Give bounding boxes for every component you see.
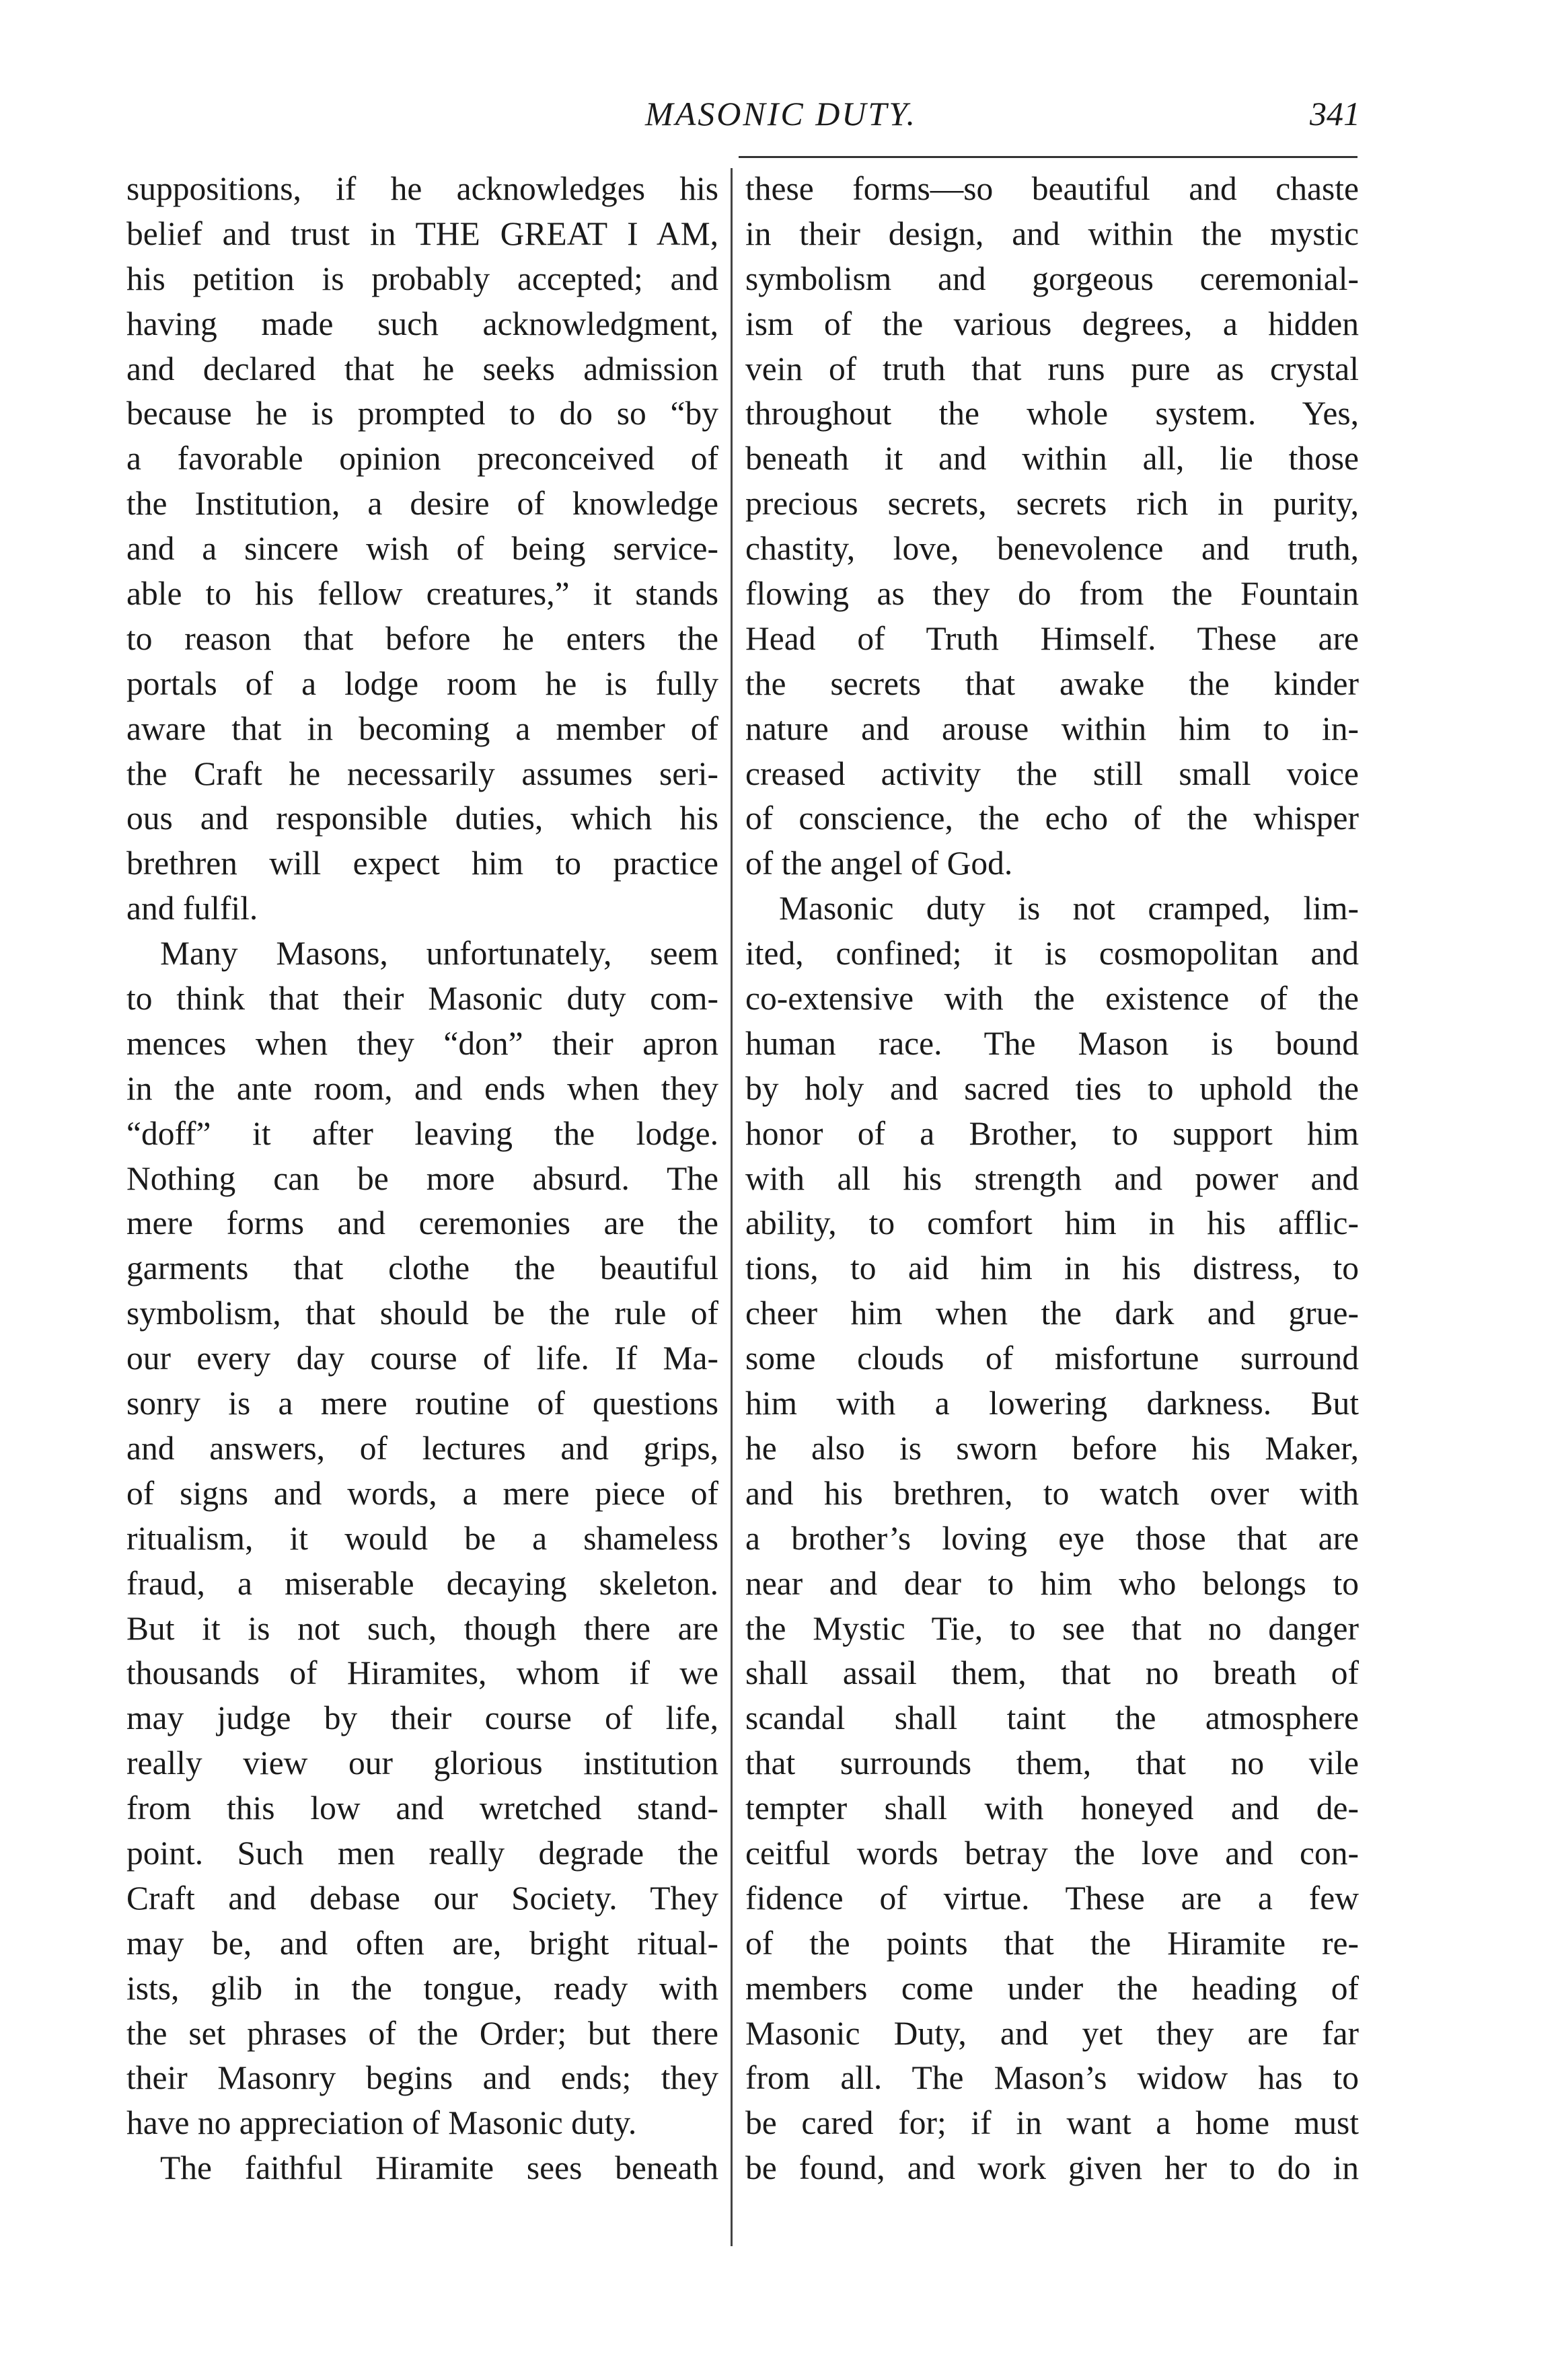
- text-line: tempter shall with honeyed and de-: [745, 1790, 1359, 1827]
- text-line: members come under the heading of: [745, 1969, 1359, 2007]
- text-line: the secrets that awake the kinder: [745, 664, 1359, 702]
- text-line: from all. The Mason’s widow has to: [745, 2059, 1359, 2097]
- text-line: having made such acknowledgment,: [126, 305, 718, 342]
- text-line: near and dear to him who belongs to: [745, 1564, 1359, 1602]
- text-line: and answers, of lectures and grips,: [126, 1429, 718, 1467]
- text-line: and his brethren, to watch over with: [745, 1474, 1359, 1512]
- running-head: [0, 94, 1562, 155]
- text-line: thousands of Hiramites, whom if we: [126, 1654, 718, 1692]
- text-line: Many Masons, unfortunately, seem: [160, 935, 718, 972]
- text-line: him with a lowering darkness. But: [745, 1385, 1359, 1422]
- text-line: able to his fellow creatures,” it stands: [126, 575, 718, 613]
- text-line: from this low and wretched stand-: [126, 1790, 718, 1827]
- text-line: Craft and debase our Society. They: [126, 1879, 718, 1917]
- text-line: to reason that before he enters the: [126, 619, 718, 657]
- text-line: have no appreciation of Masonic duty.: [126, 2104, 637, 2142]
- running-title: MASONIC DUTY.: [645, 95, 917, 132]
- text-line: and fulfil.: [126, 890, 258, 927]
- text-line: and a sincere wish of being service-: [126, 530, 718, 568]
- text-line: ceitful words betray the love and con-: [745, 1834, 1359, 1872]
- text-line: may be, and often are, bright ritual-: [126, 1924, 718, 1962]
- text-line: Head of Truth Himself. These are: [745, 619, 1359, 657]
- text-line: he also is sworn before his Maker,: [745, 1429, 1359, 1467]
- text-line: by holy and sacred ties to uphold the: [745, 1069, 1359, 1107]
- text-line: honor of a Brother, to support him: [745, 1114, 1359, 1152]
- text-line: of conscience, the echo of the whisper: [745, 800, 1359, 837]
- text-line: flowing as they do from the Fountain: [745, 575, 1359, 613]
- text-line: belief and trust in THE GREAT I AM,: [126, 215, 718, 252]
- text-line: mences when they “don” their apron: [126, 1024, 718, 1062]
- page-number: 341: [1310, 95, 1360, 132]
- header-rule: [739, 156, 1358, 158]
- text-line: Nothing can be more absurd. The: [126, 1159, 718, 1197]
- text-line: portals of a lodge room he is fully: [126, 664, 718, 702]
- text-line: fidence of virtue. These are a few: [745, 1879, 1359, 1917]
- text-line: cheer him when the dark and grue-: [745, 1295, 1359, 1332]
- text-line: precious secrets, secrets rich in purity,: [745, 485, 1359, 523]
- text-line: symbolism and gorgeous ceremonial-: [745, 260, 1359, 297]
- text-line: throughout the whole system. Yes,: [745, 395, 1359, 432]
- text-line: co-extensive with the existence of the: [745, 980, 1359, 1018]
- text-line: these forms—so beautiful and chaste: [745, 170, 1359, 207]
- text-line: in their design, and within the mystic: [745, 215, 1359, 252]
- text-line: point. Such men really degrade the: [126, 1834, 718, 1872]
- text-line: ous and responsible duties, which his: [126, 800, 718, 837]
- text-line: that surrounds them, that no vile: [745, 1744, 1359, 1782]
- text-line: of the angel of God.: [745, 845, 1013, 882]
- text-line: be found, and work given her to do in: [745, 2149, 1359, 2187]
- text-line: shall assail them, that no breath of: [745, 1654, 1359, 1692]
- text-line: tions, to aid him in his distress, to: [745, 1250, 1359, 1287]
- text-line: in the ante room, and ends when they: [126, 1069, 718, 1107]
- text-line: ited, confined; it is cosmopolitan and: [745, 935, 1359, 972]
- text-line: chastity, love, benevolence and truth,: [745, 530, 1359, 568]
- text-line: our every day course of life. If Ma-: [126, 1340, 718, 1377]
- text-line: a brother’s loving eye those that are: [745, 1519, 1359, 1557]
- text-line: and declared that he seeks admission: [126, 350, 718, 387]
- text-line: ritualism, it would be a shameless: [126, 1519, 718, 1557]
- text-line: ists, glib in the tongue, ready with: [126, 1969, 718, 2007]
- text-line: sonry is a mere routine of questions: [126, 1385, 718, 1422]
- text-line: their Masonry begins and ends; they: [126, 2059, 718, 2097]
- text-line: with all his strength and power and: [745, 1159, 1359, 1197]
- text-line: scandal shall taint the atmosphere: [745, 1699, 1359, 1737]
- text-line: mere forms and ceremonies are the: [126, 1204, 718, 1242]
- text-line: The faithful Hiramite sees beneath: [160, 2149, 718, 2187]
- text-line: creased activity the still small voice: [745, 755, 1359, 792]
- text-line: be cared for; if in want a home must: [745, 2104, 1359, 2142]
- text-line: nature and arouse within him to in-: [745, 709, 1359, 747]
- text-line: really view our glorious institution: [126, 1744, 718, 1782]
- text-line: Masonic duty is not cramped, lim-: [779, 890, 1359, 927]
- text-line: the Institution, a desire of knowledge: [126, 485, 718, 523]
- text-line: symbolism, that should be the rule of: [126, 1295, 718, 1332]
- text-line: of signs and words, a mere piece of: [126, 1474, 718, 1512]
- text-line: may judge by their course of life,: [126, 1699, 718, 1737]
- text-line: brethren will expect him to practice: [126, 845, 718, 882]
- text-line: vein of truth that runs pure as crystal: [745, 350, 1359, 387]
- text-line: “doff” it after leaving the lodge.: [126, 1114, 718, 1152]
- text-line: beneath it and within all, lie those: [745, 440, 1359, 477]
- text-line: But it is not such, though there are: [126, 1609, 718, 1647]
- text-line: Masonic Duty, and yet they are far: [745, 2014, 1359, 2052]
- text-line: fraud, a miserable decaying skeleton.: [126, 1564, 718, 1602]
- left-column: [126, 167, 718, 2191]
- text-line: aware that in becoming a member of: [126, 709, 718, 747]
- text-line: his petition is probably accepted; and: [126, 260, 718, 297]
- text-line: the Mystic Tie, to see that no danger: [745, 1609, 1359, 1647]
- text-line: of the points that the Hiramite re-: [745, 1924, 1359, 1962]
- text-line: ism of the various degrees, a hidden: [745, 305, 1359, 342]
- text-line: some clouds of misfortune surround: [745, 1340, 1359, 1377]
- text-line: the Craft he necessarily assumes seri-: [126, 755, 718, 792]
- right-column: [745, 167, 1359, 2191]
- text-line: a favorable opinion preconceived of: [126, 440, 718, 477]
- text-line: garments that clothe the beautiful: [126, 1250, 718, 1287]
- text-line: because he is prompted to do so “by: [126, 395, 718, 432]
- text-line: to think that their Masonic duty com-: [126, 980, 718, 1018]
- text-line: ability, to comfort him in his afflic-: [745, 1204, 1359, 1242]
- column-divider: [731, 168, 733, 2246]
- text-line: the set phrases of the Order; but there: [126, 2014, 718, 2052]
- text-line: suppositions, if he acknowledges his: [126, 170, 718, 207]
- text-line: human race. The Mason is bound: [745, 1024, 1359, 1062]
